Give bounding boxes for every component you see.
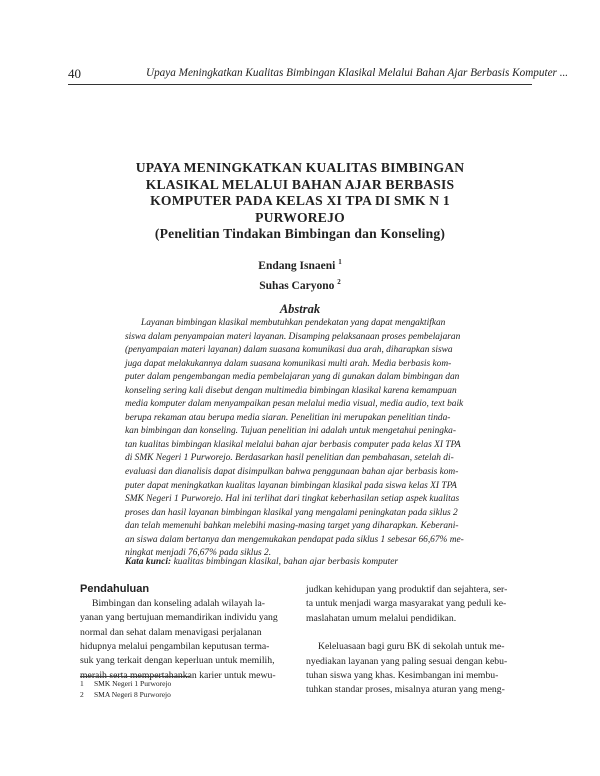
author-footnote-mark: 1 <box>338 258 342 266</box>
body-line: nyediakan layanan yang paling sesuai dengan kebu- <box>306 655 508 667</box>
footnote-rule <box>80 676 190 677</box>
body-line: normal dan sehat dalam menavigasi perjalanan <box>80 626 262 638</box>
title-line: KLASIKAL MELALUI BAHAN AJAR BERBASIS <box>145 176 455 192</box>
body-line: tuhkan standar proses, misalnya aturan yang meng- <box>306 684 505 696</box>
running-title: Upaya Meningkatkan Kualitas Bimbingan Klasikal Melalui Bahan Ajar Berbasis Komputer ... <box>146 67 569 79</box>
abstract-line: evaluasi dan dianalisis dapat disimpulkan bahwa penggunaan bahan ajar berbasis kom- <box>125 467 459 478</box>
left-column <box>80 597 292 683</box>
paragraph-gap <box>306 626 530 640</box>
right-column <box>306 583 530 698</box>
footnotes <box>80 679 171 700</box>
paper-title <box>80 160 520 243</box>
body-line: yanan yang bertujuan memandirikan individu yang <box>80 612 278 624</box>
abstract-heading: Abstrak <box>279 302 321 316</box>
author-footnote-mark: 2 <box>337 277 341 286</box>
body-line: tuhan siswa yang khas. Kesimbangan ini membu- <box>306 670 499 682</box>
keywords <box>125 557 398 567</box>
footnote <box>80 679 171 690</box>
abstract-line: berupa rekaman atau berupa media siaran. Penelitian ini merupakan penelitian tinda- <box>125 412 451 423</box>
abstract-line: di SMK Negeri 1 Purworejo. Berdasarkan hasil penelitian dan pembahasan, setelah di- <box>125 453 454 464</box>
abstract-line: SMK Negeri 1 Purworejo. Hal ini terlihat dari tingkat keberhasilan setiap aspek kualitas <box>125 494 460 505</box>
body-line: judkan kehidupan yang produktif dan sejahtera, ser- <box>306 584 508 595</box>
title-line: UPAYA MENINGKATKAN KUALITAS BIMBINGAN <box>135 160 465 175</box>
body-line: Bimbingan dan konseling adalah wilayah la- <box>92 598 265 609</box>
abstract-line: Layanan bimbingan klasikal membutuhkan pendekatan yang dapat mengaktifkan <box>141 318 446 328</box>
header-rule <box>68 84 532 85</box>
footnote-number: 1 <box>80 679 84 688</box>
footnote-number: 2 <box>80 689 84 699</box>
title-line: PURWOREJO <box>255 209 345 225</box>
abstract-line: konseling sering kali disebut dengan multimedia bimbingan klasikal karena kemampuan <box>125 385 457 396</box>
author <box>80 274 520 294</box>
abstract-line: puter dalam pengembangan media pembelajaran yang di gunakan dalam bimbingan dan <box>125 372 460 383</box>
abstract-line: juga dapat melakukannya dalam suasana komunikasi multi arah. Media berbasis kom- <box>125 358 452 369</box>
abstract-line: proses dan hasil layanan bimbingan klasikal yang mengalami peningkatan pada siklus 2 <box>125 507 458 518</box>
abstract-line: an siswa dalam bertanya dan mengemukakan pendapat pada siklus 1 sebesar 66,67% me- <box>125 534 464 545</box>
keywords-text: kualitas bimbingan klasikal, bahan ajar berbasis komputer <box>173 557 399 567</box>
footnote-text: SMK Negeri 1 Purworejo <box>94 679 172 688</box>
section-heading-introduction: Pendahuluan <box>80 583 150 595</box>
abstract-line: kan bimbingan dan konseling. Tujuan penelitian ini adalah untuk mengetahui peningka- <box>125 426 456 437</box>
body-line: meraih serta mempertahankan karier untuk mewu- <box>80 669 276 681</box>
authors <box>80 254 520 294</box>
author-name: Suhas Caryono <box>259 279 335 292</box>
abstract-line: puter dapat meningkatkan kualitas layanan bimbingan klasikal pada siswa kelas XI TPA <box>125 480 457 491</box>
footnote-text: SMA Negeri 8 Purworejo <box>94 689 171 699</box>
body-line: Keleluasaan bagi guru BK di sekolah untuk me- <box>318 641 505 653</box>
body-line: hidupnya melalui pengambilan keputusan terma- <box>80 641 270 653</box>
body-line: ta untuk menjadi warga masyarakat yang peduli ke- <box>306 598 507 610</box>
abstract-line: (penyampaian materi layanan) dalam suasana komunikasi dua arah, diharapkan siswa <box>125 345 453 356</box>
author-name: Endang Isnaeni <box>258 259 336 272</box>
footnote <box>80 690 171 701</box>
keywords-label: Kata kunci: <box>125 557 172 567</box>
abstract-line: dan telah memenuhi bahkan melebihi masing-masing target yang diharapkan. Keberani- <box>125 521 459 532</box>
author <box>80 254 520 274</box>
title-line: KOMPUTER PADA KELAS XI TPA DI SMK N 1 <box>150 193 450 209</box>
abstract-line: ningkat menjadi 76,67% pada siklus 2. <box>125 548 272 559</box>
page-number: 40 <box>68 66 81 81</box>
body-line: maslahatan umum melalui pendidikan. <box>306 612 457 624</box>
abstract-line: tan kualitas bimbingan klasikal melalui bahan ajar berbasis computer pada kelas XI TPA <box>125 439 461 450</box>
abstract-line: media komputer dalam menyampaikan pesan melalui media visual, media audio, text baik <box>125 399 464 410</box>
abstract-line: siswa dalam penyampaian materi layanan. Disamping pelaksanaan proses pembelajaran <box>125 331 461 342</box>
body-line: suk yang terkait dengan keperluan untuk memilih, <box>80 655 275 667</box>
abstract-body <box>125 317 480 561</box>
title-subtitle: (Penelitian Tindakan Bimbingan dan Konseling) <box>154 226 446 242</box>
